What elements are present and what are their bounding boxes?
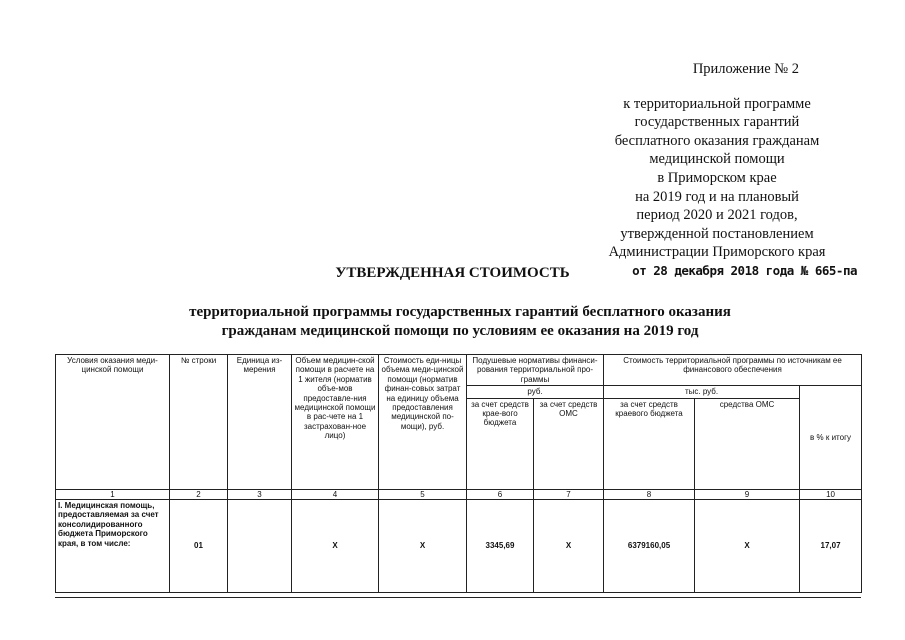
cell-share: 17,07 <box>800 500 862 593</box>
column-number: 10 <box>800 489 862 499</box>
header-share: в % к итогу <box>800 386 862 489</box>
cell-total-budget: 6379160,05 <box>604 500 695 593</box>
column-number: 4 <box>292 489 379 499</box>
table-row <box>56 500 862 593</box>
header-program-cost: Стоимость территориальной программы по источникам ее финансового обеспечения <box>604 355 862 386</box>
cell-unit <box>228 500 292 593</box>
header-conditions: Условия оказания меди-цинской помощи <box>56 355 170 490</box>
table-bottom-rule <box>55 597 861 598</box>
header-total-oms: средства ОМС <box>695 398 800 489</box>
header-unit-cost: Стоимость еди-ницы объема меди-цинской помощи (норматив финан-совых затрат на единицу объема предоставления медицинской по-мощи), руб. <box>379 355 467 490</box>
column-number: 6 <box>467 489 534 499</box>
appendix-block <box>587 60 857 281</box>
cell-per-capita-budget: 3345,69 <box>467 500 534 593</box>
column-number: 2 <box>170 489 228 499</box>
column-number: 3 <box>228 489 292 499</box>
cell-conditions: I. Медицинская помощь, предоставляемая за счет консолидированного бюджета Приморского края, в том числе: <box>56 500 170 593</box>
decree-stamp: от 28 декабря 2018 года № 665-па <box>632 262 857 278</box>
column-number: 9 <box>695 489 800 499</box>
document-subtitle <box>110 303 810 341</box>
subtitle-line: гражданам медицинской помощи по условиям ее оказания на 2019 год <box>221 323 699 339</box>
cell-row-number: 01 <box>170 500 228 593</box>
appendix-line: государственных гарантий <box>634 114 800 131</box>
header-total-unit: тыс. руб. <box>604 386 800 398</box>
cost-table <box>55 354 862 593</box>
appendix-line: к территориальной программе <box>623 95 811 112</box>
header-per-capita-unit: руб. <box>467 386 604 398</box>
table-header-row <box>56 355 862 386</box>
cell-total-oms: X <box>695 500 800 593</box>
header-per-capita-budget: за счет средств крае-вого бюджета <box>467 398 534 489</box>
cell-volume: X <box>292 500 379 593</box>
appendix-line: на 2019 год и на плановый <box>635 188 799 205</box>
document-title: УТВЕРЖДЕННАЯ СТОИМОСТЬ <box>335 265 570 281</box>
subtitle-line: территориальной программы государственных гарантий бесплатного оказания <box>189 304 731 320</box>
header-per-capita: Подушевые нормативы финанси-рования территориальной про-граммы <box>467 355 604 386</box>
cell-unit-cost: X <box>379 500 467 593</box>
column-number: 5 <box>379 489 467 499</box>
appendix-line: бесплатного оказания гражданам <box>614 132 820 149</box>
appendix-number: Приложение № 2 <box>692 61 799 77</box>
column-number-row <box>56 489 862 499</box>
cell-per-capita-oms: X <box>534 500 604 593</box>
appendix-line: Администрации Приморского края <box>608 244 826 261</box>
header-total-budget: за счет средств краевого бюджета <box>604 398 695 489</box>
column-number: 8 <box>604 489 695 499</box>
column-number: 7 <box>534 489 604 499</box>
appendix-line: утвержденной постановлением <box>620 225 814 242</box>
appendix-line: в Приморском крае <box>657 169 777 186</box>
header-per-capita-oms: за счет средств ОМС <box>534 398 604 489</box>
header-row-number: № строки <box>170 355 228 490</box>
header-unit: Единица из-мерения <box>228 355 292 490</box>
header-volume: Объем медицин-ской помощи в расчете на 1 жителя (норматив объе-мов предоставле-ния медицинской помощи в рас-чете на 1 застрахован-ное лицо) <box>292 355 379 490</box>
appendix-line: период 2020 и 2021 годов, <box>636 207 798 224</box>
column-number: 1 <box>56 489 170 499</box>
appendix-line: медицинской помощи <box>649 151 785 168</box>
